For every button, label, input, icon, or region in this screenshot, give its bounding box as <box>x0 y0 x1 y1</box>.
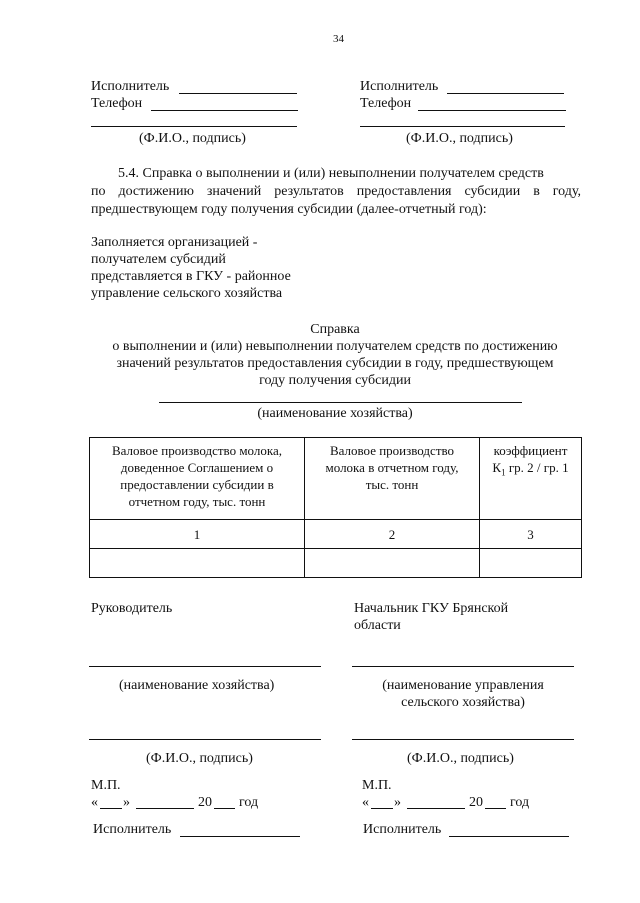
date-open-right: « <box>362 795 369 810</box>
data-cell-2[interactable] <box>305 549 480 578</box>
date-close-right: » <box>394 795 401 810</box>
executor-line-right[interactable] <box>447 93 564 94</box>
head-title-right-line2: области <box>354 618 401 633</box>
head-fio-caption-right: (Ф.И.О., подпись) <box>407 751 514 766</box>
table-header-1-line2: доведенное Соглашением о <box>120 460 274 475</box>
stamp-label-left: М.П. <box>91 778 121 793</box>
head-fio-caption-left: (Ф.И.О., подпись) <box>146 751 253 766</box>
farm-name-caption: (наименование хозяйства) <box>257 406 413 421</box>
table-header-2-line2: молока в отчетном году, <box>325 460 459 475</box>
data-cell-1[interactable] <box>90 549 305 578</box>
fio-caption-right: (Ф.И.О., подпись) <box>406 131 513 146</box>
head-title-left: Руководитель <box>91 601 173 616</box>
dept-name-line[interactable] <box>352 666 574 667</box>
year-prefix-right: 20 <box>469 795 483 810</box>
phone-label-right: Телефон <box>360 96 412 111</box>
table-header-cell <box>480 438 582 520</box>
date-month-line-left[interactable] <box>136 808 194 809</box>
column-number-1: 1 <box>90 520 305 549</box>
table-header-cell <box>90 438 305 520</box>
note-line1: Заполняется организацией - <box>91 235 258 250</box>
bottom-executor-label-right: Исполнитель <box>363 822 442 837</box>
date-open-left: « <box>91 795 98 810</box>
dept-caption-line2: сельского хозяйства) <box>401 695 525 710</box>
table-header-3-line2 <box>484 459 577 482</box>
year-line-left[interactable] <box>214 808 235 809</box>
table-header-3-line1: коэффициент <box>493 443 568 458</box>
table-header-2-line3: тыс. тонн <box>365 477 419 492</box>
coef-symbol: К <box>492 460 502 475</box>
year-line-right[interactable] <box>485 808 506 809</box>
date-day-line-right[interactable] <box>371 808 393 809</box>
note-line4: управление сельского хозяйства <box>91 286 283 301</box>
bottom-executor-line-right[interactable] <box>449 836 569 837</box>
column-number-3: 3 <box>480 520 582 549</box>
phone-label-left: Телефон <box>91 96 143 111</box>
date-day-line-left[interactable] <box>100 808 122 809</box>
head-fio-line-right[interactable] <box>352 739 574 740</box>
form-title-line2: о выполнении и (или) невыполнении получателем средств по достижению <box>112 339 558 354</box>
table-header-cell <box>305 438 480 520</box>
form-title: Справка <box>310 322 360 337</box>
stamp-label-right: М.П. <box>362 778 392 793</box>
bottom-executor-line-left[interactable] <box>180 836 300 837</box>
phone-line-left[interactable] <box>151 110 298 111</box>
fio-line-right[interactable] <box>360 126 565 127</box>
note-line2: получателем субсидий <box>91 252 226 267</box>
data-table <box>89 437 582 578</box>
executor-line-left[interactable] <box>179 93 297 94</box>
table-header-1-line3: предоставлении субсидии в <box>120 477 274 492</box>
table-header-1-line4: отчетном году, тыс. тонн <box>128 494 266 509</box>
section-paragraph-line2: по достижению значений результатов предоставления субсидии в году, <box>91 184 581 199</box>
year-prefix-left: 20 <box>198 795 212 810</box>
form-title-line4: году получения субсидии <box>259 373 411 388</box>
dept-caption-line1: (наименование управления <box>382 678 544 693</box>
bottom-executor-label-left: Исполнитель <box>93 822 172 837</box>
farm-name-line-bottom[interactable] <box>89 666 321 667</box>
year-suffix-left: год <box>239 795 259 810</box>
table-header-1-line1: Валовое производство молока, <box>111 443 283 458</box>
note-line3: представляется в ГКУ - районное <box>91 269 291 284</box>
section-paragraph-line3: предшествующем году получения субсидии (далее-отчетный год): <box>91 202 487 217</box>
fio-line-left[interactable] <box>91 126 297 127</box>
form-title-line3: значений результатов предоставления субсидии в году, предшествующем <box>116 356 554 371</box>
data-cell-3[interactable] <box>480 549 582 578</box>
executor-label-right: Исполнитель <box>360 79 439 94</box>
column-number-2: 2 <box>305 520 480 549</box>
farm-name-caption-bottom: (наименование хозяйства) <box>119 678 275 693</box>
date-close-left: » <box>123 795 130 810</box>
page-number: 34 <box>333 33 344 45</box>
date-month-line-right[interactable] <box>407 808 465 809</box>
section-paragraph-line1: 5.4. Справка о выполнении и (или) невыполнении получателем средств <box>118 166 544 181</box>
head-fio-line-left[interactable] <box>89 739 321 740</box>
head-title-right-line1: Начальник ГКУ Брянской <box>354 601 509 616</box>
table-header-2-line1: Валовое производство <box>329 443 455 458</box>
fio-caption-left: (Ф.И.О., подпись) <box>139 131 246 146</box>
coef-formula: гр. 2 / гр. 1 <box>505 460 569 475</box>
year-suffix-right: год <box>510 795 530 810</box>
coef-subscript: 1 <box>501 467 506 478</box>
executor-label-left: Исполнитель <box>91 79 170 94</box>
phone-line-right[interactable] <box>418 110 566 111</box>
farm-name-line[interactable] <box>159 402 522 403</box>
